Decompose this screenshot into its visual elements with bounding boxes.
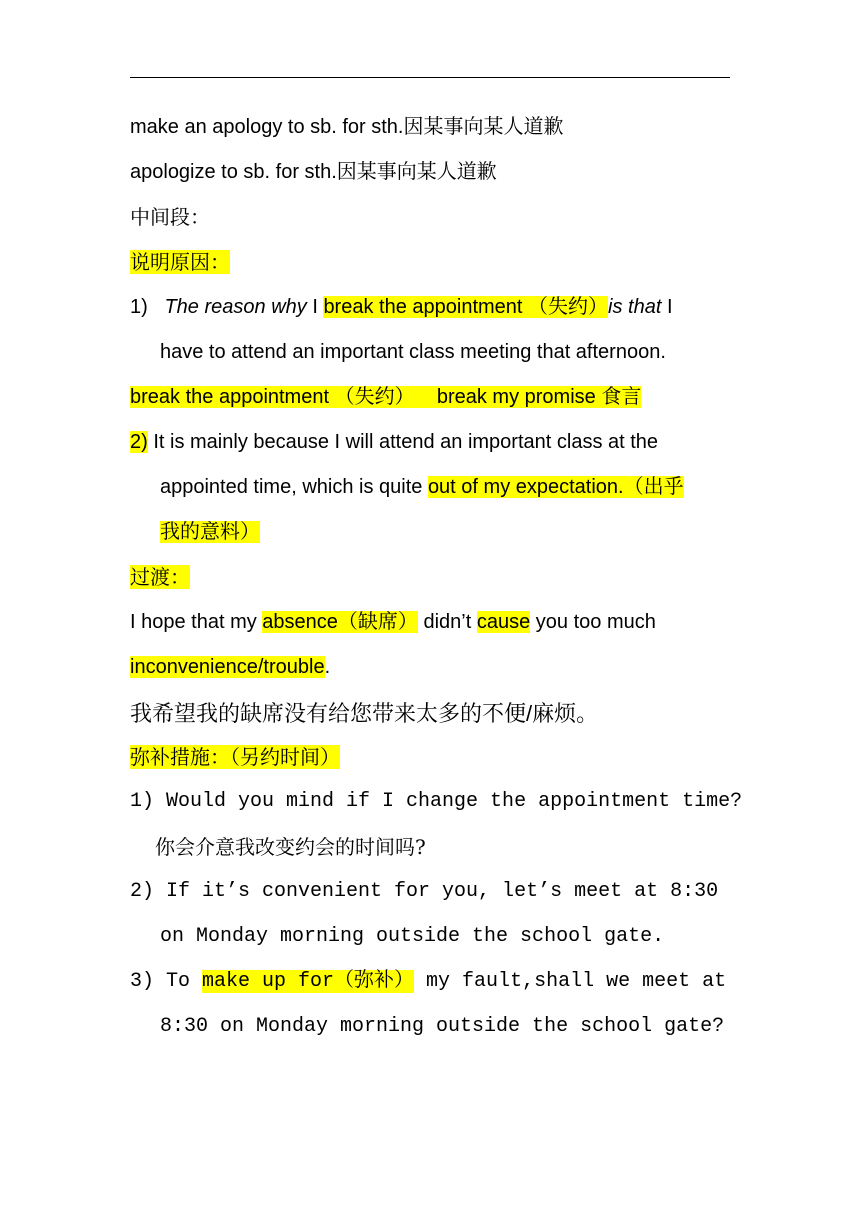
transition-line-1 <box>130 607 656 637</box>
text: . <box>324 656 331 678</box>
text: I hope that my <box>130 611 263 633</box>
remedy-3-line-2: 8:30 on Monday morning outside the school gate? <box>160 1015 725 1038</box>
transition-line-2 <box>130 652 330 682</box>
section-middle-heading: 中间段： <box>130 205 210 229</box>
phrase-apology: make an apology to sb. for sth.因某事向某人道歉 <box>130 116 564 138</box>
heading-reasons-text: 说明原因： <box>130 250 230 274</box>
highlight-inconvenience: inconvenience/trouble <box>130 656 325 678</box>
text: 3) To <box>130 970 203 993</box>
remedy-1: 1) Would you mind if I change the appointment time? <box>130 790 743 813</box>
text: break my promise 食言 <box>431 386 642 408</box>
heading-remedy-text: 弥补措施：（另约时间） <box>130 745 340 769</box>
header-rule <box>130 77 730 78</box>
remedy-2-line-2: on Monday morning outside the school gate. <box>160 925 665 948</box>
reason-2-line-1 <box>130 427 658 457</box>
highlight-cause: cause <box>476 611 531 633</box>
text: didn’t <box>417 611 477 633</box>
highlight-out-of-expectation: out of my expectation.（出乎 <box>427 476 684 498</box>
remedy-1-translation: 你会介意我改变约会的时间吗? <box>155 835 426 859</box>
reason-2-line-2 <box>160 472 684 502</box>
text: I <box>306 296 324 318</box>
phrase-apologize: apologize to sb. for sth.因某事向某人道歉 <box>130 161 497 183</box>
text: my fault,shall we meet at <box>414 970 727 993</box>
phrase-reason-why: The reason why <box>164 296 307 318</box>
text: you too much <box>530 611 656 633</box>
list-number: 2) <box>130 431 148 453</box>
reason-1-line-2: have to attend an important class meeting that afternoon. <box>160 341 666 363</box>
text: appointed time, which is quite <box>160 476 428 498</box>
phrase-is-that: is that <box>608 296 662 318</box>
remedy-2-line-1: 2) If it’s convenient for you, let’s meet at 8:30 <box>130 880 719 903</box>
reason-2-line-3 <box>160 517 260 547</box>
highlight-absence: absence（缺席） <box>262 611 418 633</box>
heading-remedy <box>130 742 340 772</box>
highlight-break-appointment: break the appointment （失约） <box>323 296 609 318</box>
heading-transition <box>130 562 190 592</box>
text: It is mainly because I will attend an important class at the <box>147 431 659 453</box>
heading-reasons <box>130 247 230 277</box>
text: break the appointment （失约） <box>130 386 415 408</box>
phrase-break-promise-line <box>130 382 641 412</box>
highlight-expectation-cn: 我的意料） <box>160 521 260 543</box>
transition-translation: 我希望我的缺席没有给您带来太多的不便/麻烦。 <box>130 701 599 726</box>
text: I <box>661 296 673 318</box>
heading-transition-text: 过渡： <box>130 565 190 589</box>
highlight-make-up-for: make up for（弥补） <box>202 970 415 993</box>
highlight-phrases <box>130 386 641 408</box>
list-number: 1) <box>130 296 148 318</box>
reason-1-line-1 <box>130 292 673 322</box>
remedy-3-line-1 <box>130 967 726 997</box>
